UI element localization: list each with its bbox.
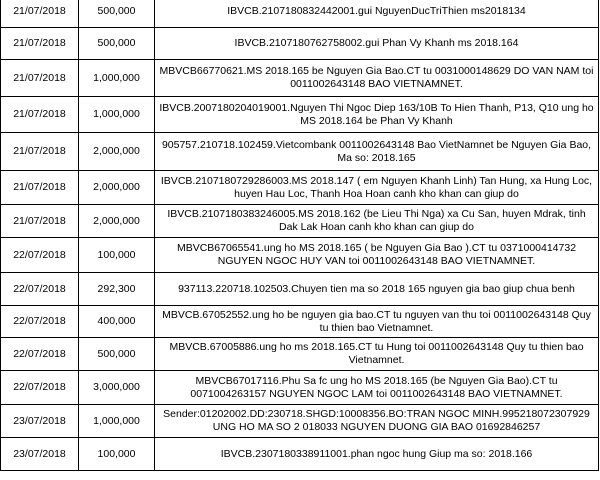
description-cell: IBVCB.2107180832442001.gui NguyenDucTriThien ms2018134 [155,0,599,28]
amount-cell: 500,000 [79,338,155,371]
amount-cell: 2,000,000 [79,171,155,205]
date-cell: 22/07/2018 [1,306,79,338]
description-cell: IBVCB.2307180338911001.phan ngoc hung Giup ma so: 2018.166 [155,438,599,471]
description-cell: MBVCB.67005886.ung ho ms 2018.165.CT tu Hung toi 0011002643148 Quy tu thien bao Vietnamnet. [155,338,599,371]
amount-cell: 400,000 [79,306,155,338]
amount-cell: 100,000 [79,438,155,471]
amount-cell: 3,000,000 [79,371,155,405]
amount-cell: 2,000,000 [79,205,155,238]
table-row [1,238,599,273]
description-cell: MBVCB66770621.MS 2018.165 be Nguyen Gia Bao.CT tu 0031000148629 DO VAN NAM toi 0011002643148 BAO VIETNAMNET. [155,60,599,97]
table-row [1,60,599,97]
table-row [1,205,599,238]
date-cell: 22/07/2018 [1,238,79,273]
date-cell: 21/07/2018 [1,0,79,28]
description-cell: 905757.210718.102459.Vietcombank 0011002643148 Bao VietNamnet be Nguyen Gia Bao, Ma so: 2018.165 [155,133,599,171]
date-cell: 21/07/2018 [1,133,79,171]
table-row [1,28,599,60]
date-cell: 22/07/2018 [1,371,79,405]
table-row [1,371,599,405]
description-cell: IBVCB.2107180383246005.MS 2018.162 (be Lieu Thi Nga) xa Cu San, huyen Mdrak, tinh Dak Lak Hoan canh kho khan can giup do [155,205,599,238]
description-cell: IBVCB.2107180729286003.MS 2018.147 ( em Nguyen Khanh Linh) Tan Hung, xa Hung Loc, huyen Hau Loc, Thanh Hoa Hoan canh kho khan can giup do [155,171,599,205]
amount-cell: 1,000,000 [79,97,155,133]
description-cell: 937113.220718.102503.Chuyen tien ma so 2018 165 nguyen gia bao giup chua benh [155,273,599,306]
description-cell: Sender:01202002.DD:230718.SHGD:10008356.BO:TRAN NGOC MINH.995218072307929 UNG HO MA SO 2 018033 NGUYEN DUONG GIA BAO 01692846257 [155,405,599,438]
date-cell: 22/07/2018 [1,338,79,371]
table-row [1,306,599,338]
amount-cell: 2,000,000 [79,133,155,171]
date-cell: 21/07/2018 [1,97,79,133]
donations-table-body [1,0,599,471]
table-row [1,405,599,438]
date-cell: 21/07/2018 [1,60,79,97]
description-cell: MBVCB.67052552.ung ho be nguyen gia bao.CT tu nguyen van thu toi 0011002643148 Quy tu thien bao Vietnamnet. [155,306,599,338]
description-cell: MBVCB67065541.ung ho MS 2018.165 ( be Nguyen Gia Bao ).CT tu 0371000414732 NGUYEN NGOC HUY VAN toi 0011002643148 BAO VIETNAMNET. [155,238,599,273]
table-row [1,338,599,371]
amount-cell: 100,000 [79,238,155,273]
table-row [1,438,599,471]
amount-cell: 500,000 [79,28,155,60]
description-cell: MBVCB67017116.Phu Sa fc ung ho MS 2018.165 (be Nguyen Gia Bao).CT tu 0071004263157 NGUYEN NGOC LAM toi 0011002643148 BAO VIETNAMNET. [155,371,599,405]
table-row [1,273,599,306]
amount-cell: 1,000,000 [79,60,155,97]
table-row [1,0,599,28]
date-cell: 21/07/2018 [1,205,79,238]
table-row [1,133,599,171]
date-cell: 23/07/2018 [1,438,79,471]
amount-cell: 500,000 [79,0,155,28]
date-cell: 21/07/2018 [1,28,79,60]
description-cell: IBVCB.2007180204019001.Nguyen Thi Ngoc Diep 163/10B To Hien Thanh, P13, Q10 ung ho MS 2018.164 be Phan Vy Khanh [155,97,599,133]
amount-cell: 1,000,000 [79,405,155,438]
table-row [1,97,599,133]
amount-cell: 292,300 [79,273,155,306]
date-cell: 23/07/2018 [1,405,79,438]
table-row [1,171,599,205]
description-cell: IBVCB.2107180762758002.gui Phan Vy Khanh ms 2018.164 [155,28,599,60]
date-cell: 21/07/2018 [1,171,79,205]
date-cell: 22/07/2018 [1,273,79,306]
